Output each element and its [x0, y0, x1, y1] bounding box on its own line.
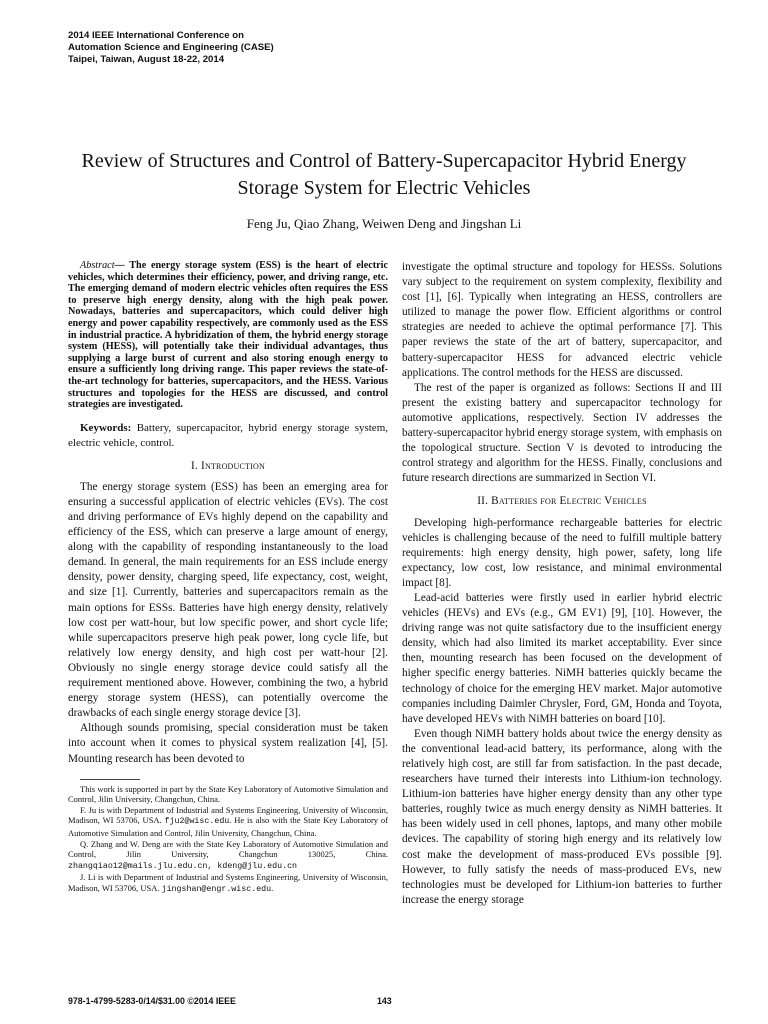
- paragraph-batteries-3: Even though NiMH battery holds about twice the energy density as the conventional lead-acid battery, its performance, along with the relatively high cost, are still far from satisfaction. In the past decade, researchers have turned their interests into Lithium-ion technology. Lithium-ion batteries have higher energy density than any other type batteries, roughly twice as much energy density as NiMH batteries. It has been widely used in cell phones, laptops, and many other mobile devices. The capability of storing high energy and its relatively low cost make the development of mass-produced EVs possible [9]. However, to fully satisfy the needs of mass-produced EVs, new technologies must be developed for Lithium-ion batteries to further increase the energy storage: [402, 727, 722, 906]
- email-zhang-deng[interactable]: zhangqiao12@mails.jlu.edu.cn, kdeng@jlu.edu.cn: [68, 861, 298, 871]
- paragraph-intro-1: The energy storage system (ESS) has been an emerging area for ensuring a successful application of electric vehicles (EVs). The cost and driving performance of EVs highly depend on the capability and efficiency of the ESS, which can preserve a large amount of energy, along with the capability of responding instantaneously to the load demand. In general, the main requirements for an ESS include energy density, power density, charging speed, life expectancy, cost, weight, and size [1]. Currently, batteries and supercapacitors remain as the main options for ESSs. Batteries have high energy density, relatively low cost per watt-hour, but low specific power, and short cycle life; while supercapacitors preserve high peak power, long cycle life, but relatively low energy density, and high cost per watt-hour [2]. Obviously no single energy storage device could satisfy all the requirement mentioned above. However, combining the two, a hybrid energy storage system (HESS), can potentially overcome the drawbacks of each single energy storage device [3].: [68, 480, 388, 720]
- keywords-text: Battery, supercapacitor, hybrid energy storage system, electric vehicle, control.: [68, 421, 388, 449]
- footnote-author-zhang-deng: [68, 839, 388, 873]
- paragraph-right-2: The rest of the paper is organized as follows: Sections II and III present the existing battery and supercapacitor technology for automotive applications, respectively. Section IV addresses the battery-supercapacitor hybrid energy storage system, with emphasis on the topological structure. Section V is devoted to introducing the control strategy and algorithm for the HESS. Finally, conclusions and future research directions are summarized in Section VI.: [402, 381, 722, 485]
- footnote-rule: [80, 779, 140, 780]
- keywords-label: Keywords:: [80, 421, 132, 434]
- left-column: [68, 260, 388, 896]
- conference-line-1: 2014 IEEE International Conference on: [68, 30, 244, 41]
- footer-isbn: 978-1-4799-5283-0/14/$31.00 ©2014 IEEE: [68, 996, 236, 1006]
- footnote-zhang-text: Q. Zhang and W. Deng are with the State Key Laboratory of Automotive Simulation and Control, Jilin University, Changchun 130025, China.: [68, 838, 388, 860]
- paragraph-batteries-2: Lead-acid batteries were firstly used in earlier hybrid electric vehicles (HEVs) and EVs (e.g., GM EV1) [9], [10]. However, the driving range was not quite satisfactory due to the insufficient energy density, which had also limited its market acceptability. Ever since then, mounting research has been focused on the development of higher specific energy batteries. NiMH batteries quickly became the technology of choice for the emerging HEV market. Major automotive companies including Daimler Chrysler, Ford, GM, Honda and Toyota, have developed HEVs with NiMH batteries on board [10].: [402, 591, 722, 725]
- section-heading-introduction: I. Introduction: [191, 459, 265, 472]
- abstract-text: — The energy storage system (ESS) is the heart of electric vehicles, which determines their efficiency, power, and driving range, etc. The emerging demand of modern electric vehicles often requires the ESS to preserve high energy density, along with the high peak power. Nowadays, batteries and supercapacitors, which could deliver high energy and power capability respectively, are commonly used as the ESS in industrial practice. A hybridization of them, the hybrid energy storage system (HESS), will potentially take their individual advantages, thus supplying a large burst of current and also storing enough energy to ensure a sufficiently long driving range. This paper reviews the state-of-the-art technology for batteries, supercapacitors, and the HESS. Various structures and topologies for the HESS are discussed, and control strategies are investigated.: [68, 260, 388, 411]
- footnote-funding: This work is supported in part by the State Key Laboratory of Automotive Simulation and Control, Jilin University, Changchun, China.: [68, 783, 388, 805]
- paragraph-right-1: investigate the optimal structure and topology for HESSs. Solutions vary subject to the requirement on system complexity, flexibility and cost [1], [6]. Typically when integrating an HESS, controllers are utilized to manage the power flow. Efficient algorithms or control strategies are needed to achieve the optimal performance [7]. This paper reviews the state of the art of battery, supercapacitor, and battery-supercapacitor HESS for advanced electric vehicle applications. The control methods for the HESS are discussed.: [402, 261, 722, 379]
- conference-line-3: Taipei, Taiwan, August 18-22, 2014: [68, 54, 225, 65]
- footer-page-number: 143: [377, 996, 392, 1006]
- paper-authors: Feng Ju, Qiao Zhang, Weiwen Deng and Jingshan Li: [246, 216, 522, 231]
- footnote-author-ju: [68, 805, 388, 839]
- paragraph-intro-2: Although sounds promising, special consideration must be taken into account when it comes to physical system realization [4], [5]. Mounting research has been devoted to: [68, 722, 388, 765]
- footnote-author-li: [68, 872, 388, 895]
- email-ju[interactable]: fju2@wisc.edu: [164, 817, 230, 827]
- paragraph-batteries-1: Developing high-performance rechargeable batteries for electric vehicles is challenging because of the need to fulfill multiple battery requirements: high energy density, high power, safety, long life expectancy, low cost, low resistance, and minimal environmental impact [8].: [402, 516, 722, 589]
- conference-line-2: Automation Science and Engineering (CASE): [68, 42, 274, 53]
- paper-title: Review of Structures and Control of Battery-Supercapacitor Hybrid Energy Storage System for Electric Vehicles: [81, 150, 687, 199]
- footnote-ju-text: F. Ju is with Department of Industrial and Systems Engineering, University of Wisconsin, Madison, WI 53706, USA.: [68, 804, 388, 826]
- footnote-li-end: .: [271, 882, 274, 893]
- right-column: [402, 260, 722, 908]
- footnote-ju-text-2: . He is also with the State Key Laboratory of Automotive Simulation and Control, Jilin University, Changchun, China.: [68, 815, 388, 838]
- footnote-li-text: J. Li is with Department of Industrial and Systems Engineering, University of Wisconsin, Madison, WI 53706, USA.: [68, 872, 388, 893]
- keywords: [68, 421, 388, 451]
- abstract-label: Abstract: [80, 260, 115, 271]
- section-heading-batteries: II. Batteries for Electric Vehicles: [477, 495, 647, 508]
- abstract: [68, 260, 388, 411]
- email-li[interactable]: jingshan@engr.wisc.edu: [161, 884, 272, 894]
- conference-header: [68, 30, 274, 66]
